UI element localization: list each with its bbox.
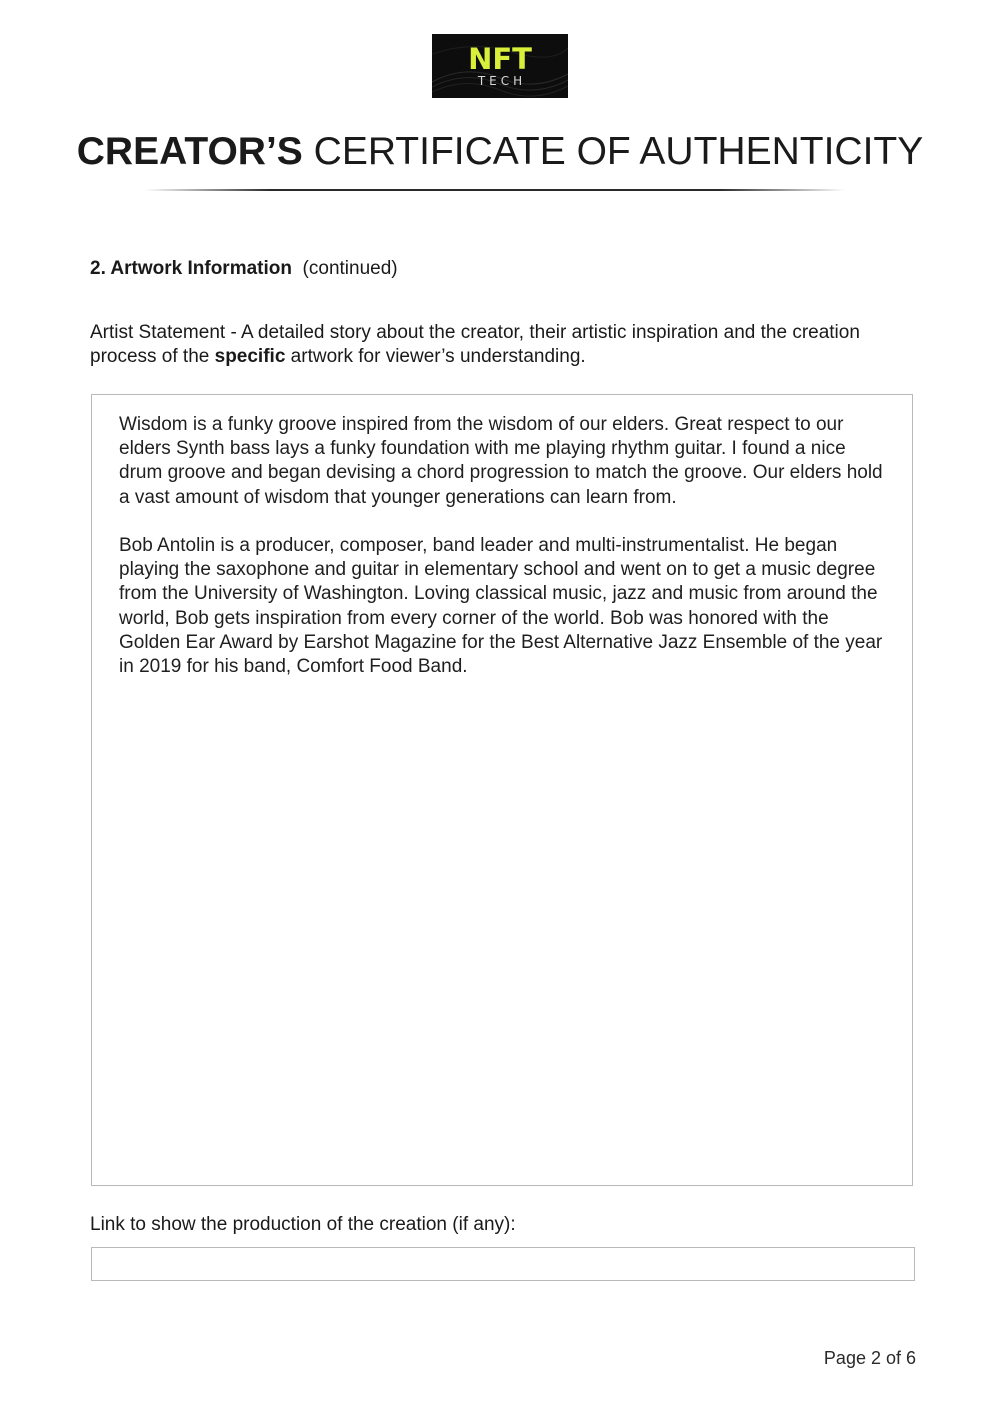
title-bold: CREATOR’S — [76, 130, 303, 173]
page-number: Page 2 of 6 — [823, 1348, 916, 1368]
section-heading — [90, 257, 398, 281]
statement-paragraph: Bob Antolin is a producer, composer, band leader and multi-instrumentalist. He began playing the saxophone and guitar in elementary school and went on to get a music degree from the University of Washington. Loving classical music, jazz and music from around the world, Bob gets inspiration from every corner of the world. Bob was honored with the Golden Ear Award by Earshot Magazine for the Best Alternative Jazz Ensemble of the year in 2019 for his band, Comfort Food Band. — [119, 535, 883, 678]
statement-paragraph: Wisdom is a funky groove inspired from the wisdom of our elders. Great respect to our elders Synth bass lays a funky foundation with me playing rhythm guitar. I found a nice drum groove and began devising a chord progression to match the groove. Our elders hold a vast amount of wisdom that younger generations can learn from. — [119, 414, 883, 508]
production-link-field[interactable] — [91, 1247, 915, 1281]
nft-tech-logo — [432, 34, 568, 98]
artist-statement-prompt — [90, 321, 920, 369]
production-link-label: Link to show the production of the creation (if any): — [90, 1214, 516, 1235]
prompt-text-after: artwork for viewer’s understanding. — [285, 346, 586, 367]
artist-statement-field[interactable] — [91, 394, 913, 1186]
artist-statement-text — [119, 413, 884, 703]
title-divider — [145, 189, 845, 191]
prompt-text-before: Artist Statement - A detailed story about the creator, their artistic inspiration and the creation process of the — [90, 322, 860, 367]
prompt-text-bold: specific — [214, 346, 286, 367]
logo-main-text: NFT — [468, 42, 532, 76]
section-heading-title: 2. Artwork Information — [90, 258, 292, 279]
section-heading-note: (continued) — [302, 258, 398, 279]
page-title — [0, 128, 1000, 176]
logo-sub-text: TECH — [477, 74, 527, 88]
title-rest: CERTIFICATE OF AUTHENTICITY — [313, 130, 924, 173]
